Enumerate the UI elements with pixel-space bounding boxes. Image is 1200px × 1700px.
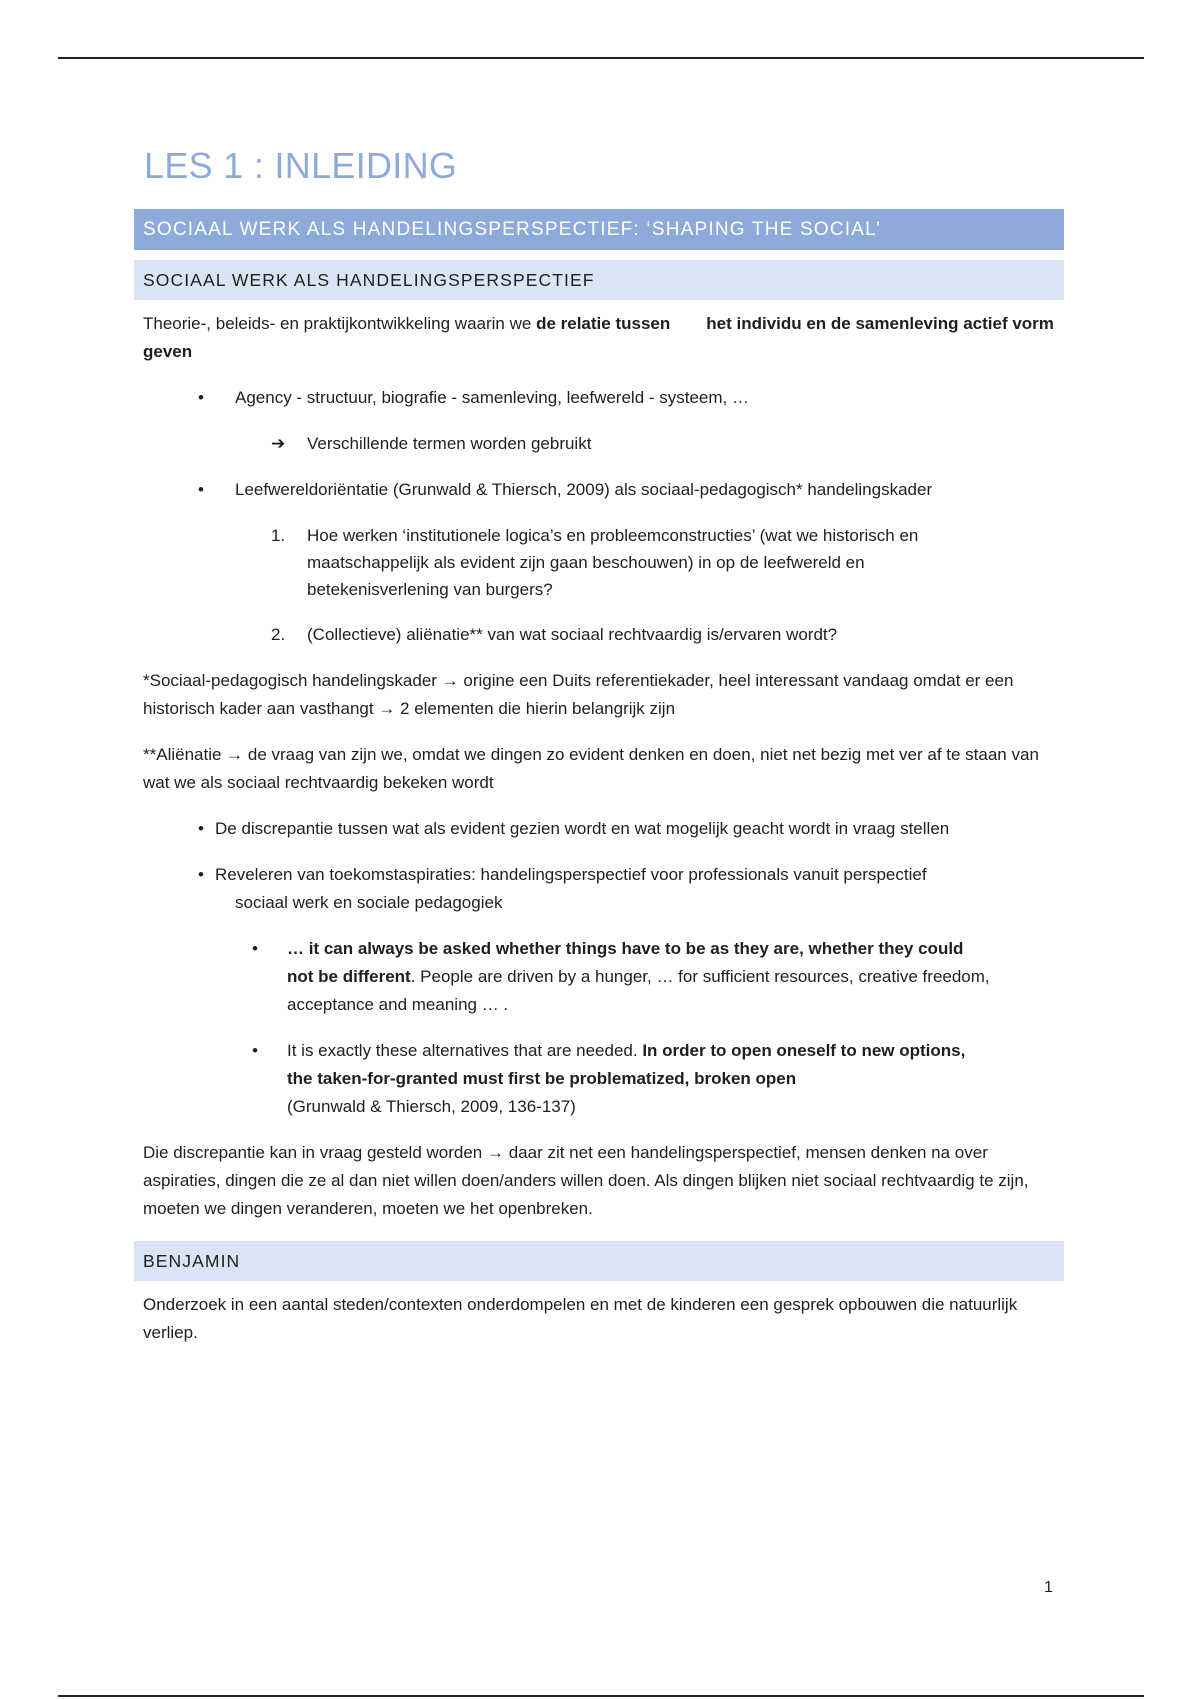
intro-paragraph xyxy=(134,310,1064,366)
page-number: 1 xyxy=(1044,1579,1053,1596)
quote-bold: … it can always be asked whether things have to be as they are, whether they could not be different xyxy=(287,939,964,986)
arrow-item-terms xyxy=(134,430,1064,458)
bullet-icon: • xyxy=(198,480,204,499)
bullet-icon: • xyxy=(252,1041,258,1060)
page-content xyxy=(134,145,1064,1347)
list-item-text: Reveleren van toekomstaspiraties: handelingsperspectief voor professionals vanuit perspectief sociaal werk en sociale pedagogiek xyxy=(215,865,927,912)
list-item-text: De discrepantie tussen wat als evident gezien wordt en wat mogelijk geacht wordt in vraag stellen xyxy=(215,819,950,838)
list-item-text: Agency - structuur, biografie - samenleving, leefwereld - systeem, … xyxy=(235,388,749,407)
arrow-right-icon: ➔ xyxy=(271,434,286,453)
numbered-item-1 xyxy=(134,522,987,603)
list-item-discrepantie xyxy=(134,815,1064,843)
conclusion-paragraph: Die discrepantie kan in vraag gesteld worden → daar zit net een handelingsperspectief, mensen denken na over aspiraties, dingen die ze al dan niet willen doen/anders willen doen. Als dingen blijken niet sociaal rechtvaardig te zijn, moeten we dingen veranderen, moeten we het openbreken. xyxy=(143,1143,1029,1218)
note-alienatie: **Aliënatie → de vraag van zijn we, omdat we dingen zo evident denken en doen, niet net bezig met ver af te staan van wat we als sociaal rechtvaardig bekeken wordt xyxy=(143,745,1039,792)
quote-lead: It is exactly these alternatives that are needed. xyxy=(287,1041,643,1060)
heading-benjamin: BENJAMIN xyxy=(134,1241,1064,1281)
quote-rest: . People are driven by a hunger, … for sufficient resources, creative freedom, acceptance and meaning … . xyxy=(287,967,990,1014)
quote-citation: (Grunwald & Thiersch, 2009, 136-137) xyxy=(287,1097,576,1116)
page-title: LES 1 : INLEIDING xyxy=(144,145,458,186)
footer-rule xyxy=(58,1695,1144,1697)
heading-shaping-the-social: SOCIAAL WERK ALS HANDELINGSPERSPECTIEF: ‘SHAPING THE SOCIAL’ xyxy=(134,209,1064,250)
numbered-item-text: (Collectieve) aliënatie** van wat sociaal rechtvaardig is/ervaren wordt? xyxy=(307,625,838,644)
bullet-icon: • xyxy=(198,865,204,884)
quote-item-1 xyxy=(134,935,992,1019)
intro-bold-a: de relatie tussen xyxy=(536,314,671,333)
numbered-item-2 xyxy=(134,621,1064,649)
bullet-icon: • xyxy=(198,819,204,838)
intro-bold-b: het individu en de samenleving actief vorm geven xyxy=(143,314,1054,361)
header-rule xyxy=(58,57,1144,59)
note-sociaal-pedagogisch: *Sociaal-pedagogisch handelingskader → origine een Duits referentiekader, heel interessant vandaag omdat er een historisch kader aan vasthangt → 2 elementen die hierin belangrijk zijn xyxy=(143,671,1014,718)
numbered-item-text: Hoe werken ‘institutionele logica’s en probleemconstructies’ (wat we historisch en maatschappelijk als evident zijn gaan beschouwen) in op de leefwereld en betekenisverlening van burgers? xyxy=(307,526,919,599)
list-item-text: Leefwereldoriëntatie (Grunwald & Thiersch, 2009) als sociaal-pedagogisch* handelingskader xyxy=(235,480,933,499)
number-label: 1. xyxy=(271,526,286,545)
bullet-icon: • xyxy=(198,388,204,407)
quote-bold: In order to open oneself to new options, the taken-for-granted must first be problematized, broken open xyxy=(287,1041,966,1088)
quote-item-2 xyxy=(134,1037,992,1121)
number-label: 2. xyxy=(271,625,286,644)
benjamin-paragraph: Onderzoek in een aantal steden/contexten onderdompelen en met de kinderen een gesprek opbouwen die natuurlijk verliep. xyxy=(143,1295,1018,1342)
list-item-agency xyxy=(134,384,1064,412)
heading-handelingsperspectief: SOCIAAL WERK ALS HANDELINGSPERSPECTIEF xyxy=(134,260,1064,300)
bullet-icon: • xyxy=(252,939,258,958)
list-item-reveleren xyxy=(134,861,975,917)
arrow-item-text: Verschillende termen worden gebruikt xyxy=(307,434,592,453)
intro-lead: Theorie-, beleids- en praktijkontwikkeling waarin we xyxy=(143,314,537,333)
list-item-leefwereld xyxy=(134,476,1064,504)
